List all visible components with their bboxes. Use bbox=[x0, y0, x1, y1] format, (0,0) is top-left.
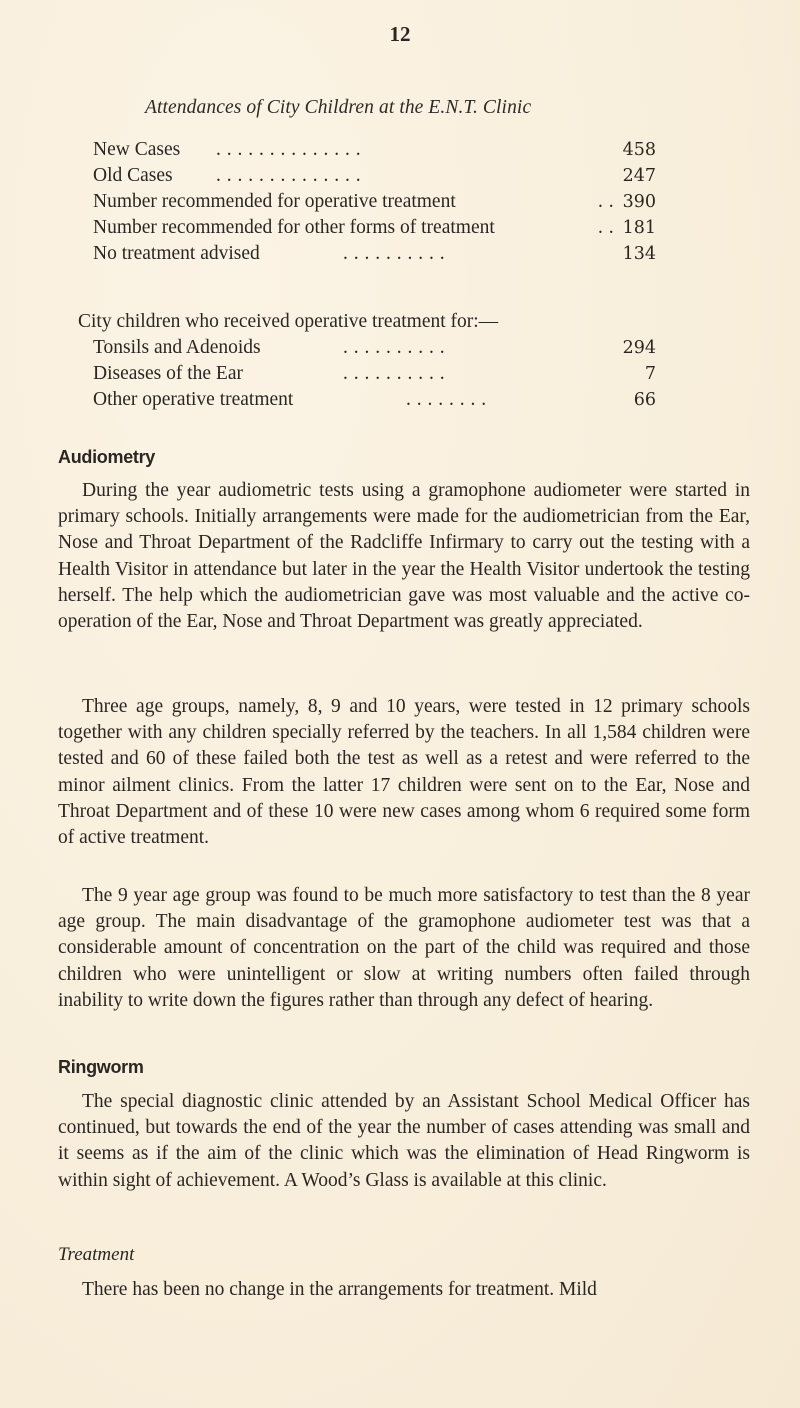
row-label: Old Cases bbox=[93, 165, 173, 186]
ent-table-title: Attendances of City Children at the E.N.T. Clinic bbox=[145, 97, 532, 118]
row-label: Diseases of the Ear bbox=[93, 363, 243, 384]
audiometry-paragraph-2: Three age groups, namely, 8, 9 and 10 years, were tested in 12 primary schools together with any children specially referred by the teachers. In all 1,584 children were tested and 60 of these failed both the test as well as a retest and were referred to the minor ailment clinics. From the latter 17 children were sent on to the Ear, Nose and Throat Department and of these 10 were new cases among whom 6 required some form of active treatment. bbox=[58, 696, 750, 849]
table-row bbox=[0, 337, 800, 363]
treatment-heading: Treatment bbox=[58, 1244, 135, 1265]
audiometry-paragraph-3: The 9 year age group was found to be much more satisfactory to test than the 8 year age group. The main disadvantage of the gramophone audiometer test was that a considerable amount of concentration on the part of the child was required and those children who were unintelligent or slow at writing numbers often failed through inability to write down the figures rather than through any defect of hearing. bbox=[58, 885, 750, 1011]
row-label: Tonsils and Adenoids bbox=[93, 337, 261, 358]
table-row bbox=[0, 165, 800, 191]
audiometry-heading: Audiometry bbox=[58, 447, 156, 467]
row-label: Number recommended for operative treatment bbox=[93, 191, 456, 212]
row-value: 66 bbox=[633, 390, 656, 410]
table-row bbox=[0, 389, 800, 415]
treatment-paragraph-1: There has been no change in the arrangements for treatment. Mild bbox=[82, 1279, 597, 1300]
row-label: No treatment advised bbox=[93, 243, 260, 264]
table-row bbox=[0, 363, 800, 389]
ringworm-heading: Ringworm bbox=[58, 1057, 144, 1077]
row-value: 181 bbox=[622, 218, 656, 238]
row-value: 390 bbox=[622, 192, 656, 212]
row-value: 247 bbox=[622, 166, 656, 186]
leader-dots: . . . . . . . . . . . . . . bbox=[216, 165, 362, 186]
leader-dots: . . . . . . . . . . bbox=[343, 363, 446, 384]
leader-dots: . . . . . . . . . . . . . . bbox=[216, 139, 362, 160]
leader-dots: . . . . . . . . . . bbox=[343, 337, 446, 358]
leader-dots: . . . . . . . . . . bbox=[343, 243, 446, 264]
row-label: Number recommended for other forms of treatment bbox=[93, 217, 495, 238]
row-value: 134 bbox=[622, 244, 656, 264]
leader-dots: . . bbox=[598, 217, 615, 238]
table-row bbox=[0, 191, 800, 217]
row-value: 7 bbox=[644, 364, 656, 384]
leader-dots: . . bbox=[598, 191, 615, 212]
row-label: New Cases bbox=[93, 139, 181, 160]
row-value: 294 bbox=[622, 338, 656, 358]
audiometry-paragraph-1: During the year audiometric tests using a gramophone audiometer were started in primary schools. Initially arrangements were made for the audiometrician from the Ear, Nose and Throat Department of the Radcliffe Infirmary to carry out the testing with a Health Visitor in attendance but later in the year the Health Visitor undertook the testing herself. The help which the audiometrician gave was most valuable and the active co-operation of the Ear, Nose and Throat Department was greatly appreciated. bbox=[58, 480, 750, 633]
table-row bbox=[0, 217, 800, 243]
table-row bbox=[0, 243, 800, 269]
leader-dots: . . . . . . . . bbox=[406, 389, 487, 410]
page-number: 12 bbox=[389, 22, 411, 46]
ringworm-paragraph-1: The special diagnostic clinic attended by an Assistant School Medical Officer has continued, but towards the end of the year the number of cases attending was small and it seems as if the aim of the clinic which was the elimination of Head Ringworm is within sight of achievement. A Wood’s Glass is available at this clinic. bbox=[58, 1091, 750, 1191]
row-label: Other operative treatment bbox=[93, 389, 294, 410]
operative-treatment-intro: City children who received operative treatment for:— bbox=[78, 311, 499, 332]
table-row bbox=[0, 139, 800, 165]
row-value: 458 bbox=[622, 140, 656, 160]
